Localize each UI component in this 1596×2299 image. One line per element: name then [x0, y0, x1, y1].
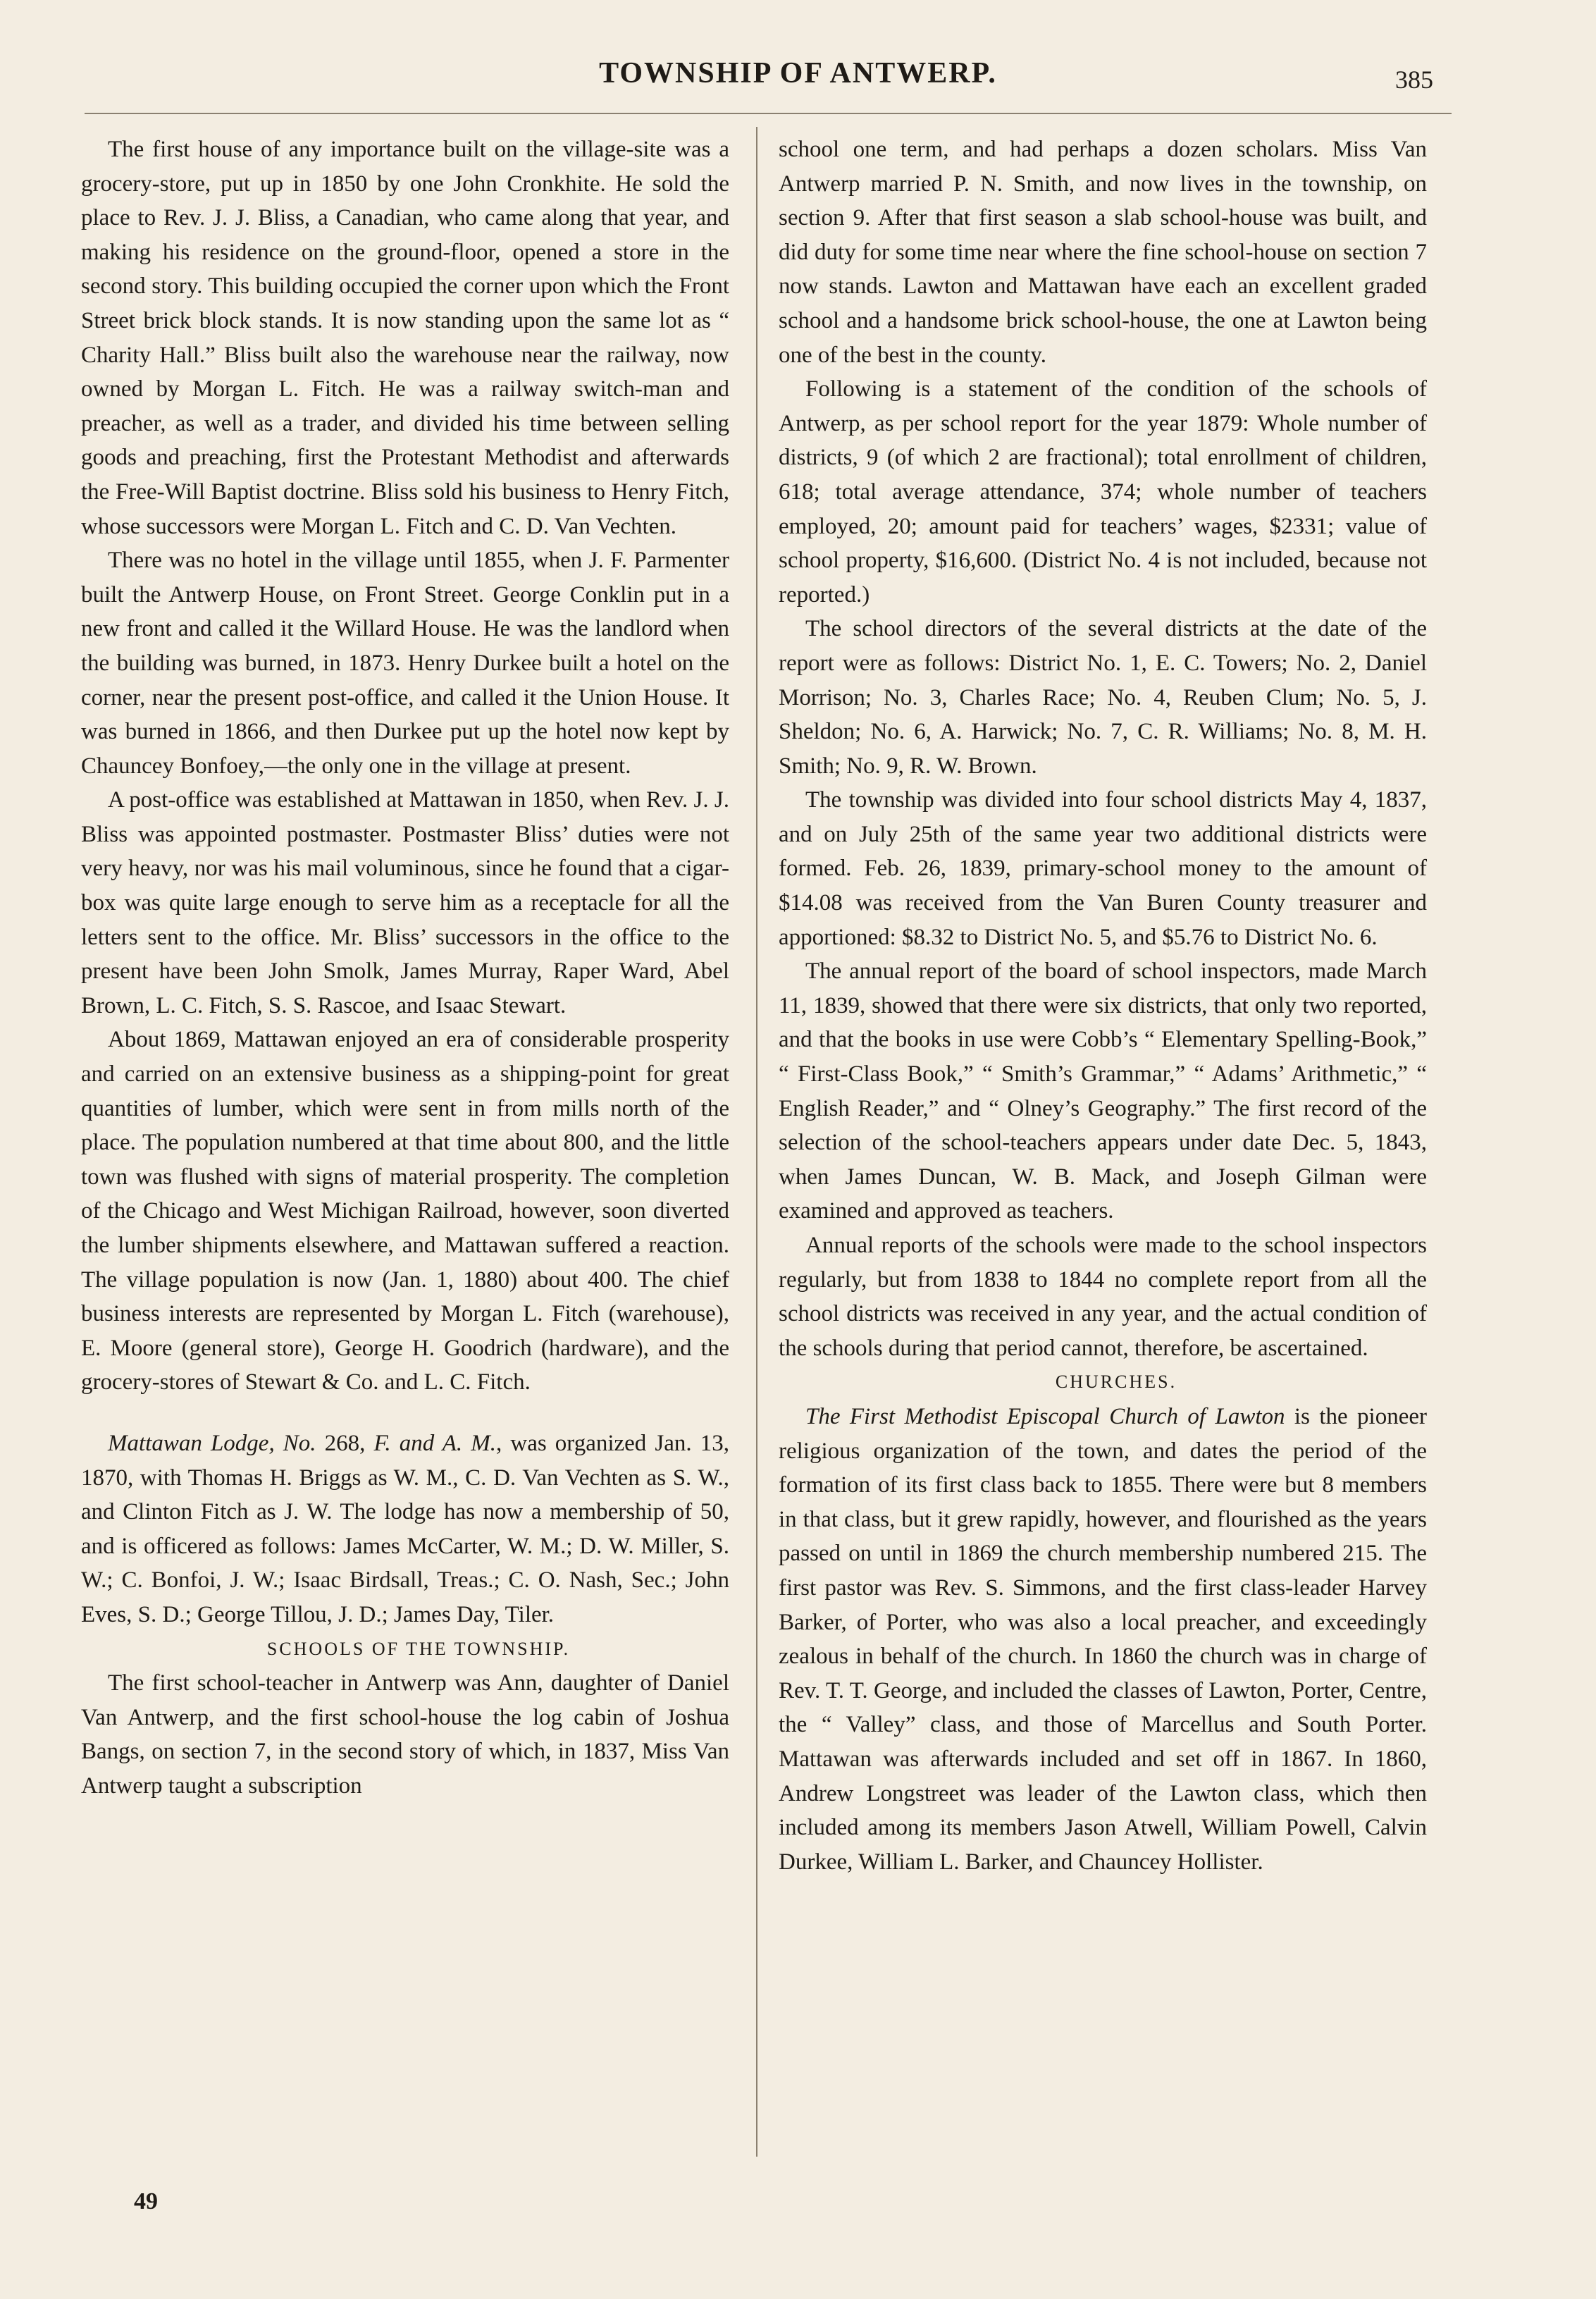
lodge-order: F. and A. M. [373, 1430, 497, 1456]
right-column [779, 132, 1427, 1879]
lodge-text: , was organized Jan. 13, 1870, with Thomas H. Briggs as W. M., C. D. Van Vechten as S. W., and Clinton Fitch as J. W. The lodge has now a membership of 50, and is officered as follows: James McCarter, W. M.; D. W. Miller, S. W.; C. Bonfoi, J. W.; Isaac Birdsall, Treas.; C. O. Nash, Sec.; John Eves, S. D.; George Tillou, J. D.; James Day, Tiler. [81, 1430, 729, 1627]
heading-churches: CHURCHES. [1055, 1372, 1177, 1393]
paragraph-inspectors-report: The annual report of the board of school inspectors, made March 11, 1839, showed that there were six districts, that only two reported, and that the books in use were Cobb’s “ Elementary Spelling-Book,” “ First-Class Book,” “ Smith’s Grammar,” “ Adams’ Arithmetic,” “ English Reader,” and “ Olney’s Geography.” The first record of the selection of the school-teachers appears under date Dec. 5, 1843, when James Duncan, W. B. Mack, and Joseph Gilman were examined and approved as teachers. [779, 959, 1427, 1224]
paragraph-school-directors: The school directors of the several districts at the date of the report were as follows: District No. 1, E. C. Towers; No. 2, Daniel Morrison; No. 3, Charles Race; No. 4, Reuben Clum; No. 5, J. Sheldon; No. 6, A. Harwick; No. 7, C. R. Williams; No. 8, M. H. Smith; No. 9, R. W. Brown. [779, 616, 1427, 779]
paragraph-hotels: There was no hotel in the village until 1855, when J. F. Parmenter built the Antwerp House, on Front Street. George Conklin put in a new front and called it the Willard House. He was the landlord when the building was burned, in 1873. Henry Durkee built a hotel on the corner, near the present post-office, and called it the Union House. It was burned in 1866, and then Durkee put up the hotel now kept by Chauncey Bonfoey,—the only one in the village at present. [81, 548, 729, 779]
paragraph-school-statement: Following is a statement of the condition of the schools of Antwerp, as per school report for the year 1879: Whole number of districts, 9 (of which 2 are fractional); total enrollment of children, 618; total average attendance, 374; whole number of teachers employed, 20; amount paid for teachers’ wages, $2331; value of school property, $16,600. (District No. 4 is not included, because not reported.) [779, 376, 1427, 608]
church-name: The First Methodist Episcopal Church of Lawton [805, 1403, 1285, 1429]
paragraph-methodist-church [779, 1400, 1427, 1879]
paragraph-mattawan-lodge [81, 1426, 729, 1632]
header-rule [85, 113, 1452, 114]
church-text: is the pioneer religious organization of the town, and dates the period of the formation of its first class back to 1855. There were but 8 members in that class, but it grew rapidly, however, and flourished as the years passed on until in 1869 the church membership numbered 215. The first pastor was Rev. S. Simmons, and the first class-leader Harvey Barker, of Porter, who was also a local preacher, and exceedingly zealous in behalf of the church. In 1860 the church was in charge of Rev. T. T. George, and included the classes of Lawton, Porter, Centre, the “ Valley” class, and those of Marcellus and South Porter. Mattawan was afterwards included and set off in 1867. In 1860, Andrew Longstreet was leader of the Lawton class, which then included among its members Jason Atwell, William Powell, Calvin Durkee, William L. Barker, and Chauncey Hollister. [779, 1403, 1428, 1875]
lodge-number: 268, [316, 1430, 374, 1456]
paragraph-first-house: The first house of any importance built on the village-site was a grocery-store, put up in 1850 by one John Cronkhite. He sold the place to Rev. J. J. Bliss, a Canadian, who came along that year, and making his residence on the ground-floor, opened a store in the second story. This building occupied the corner upon which the Front Street brick block stands. It is now standing upon the same lot as “ Charity Hall.” Bliss built also the warehouse near the railway, now owned by Morgan L. Fitch. He was a railway switch-man and preacher, as well as a trader, and divided his time between selling goods and preaching, first the Protestant Methodist and afterwards the Free-Will Baptist doctrine. Bliss sold his business to Henry Fitch, whose successors were Morgan L. Fitch and C. D. Van Vechten. [81, 137, 729, 539]
paragraph-first-school: The first school-teacher in Antwerp was Ann, daughter of Daniel Van Antwerp, and the first school-house the log cabin of Joshua Bangs, on section 7, in the second story of which, in 1837, Miss Van Antwerp taught a subscription [81, 1670, 729, 1799]
page-number: 385 [1395, 66, 1433, 94]
paragraph-annual-reports: Annual reports of the schools were made to the school inspectors regularly, but from 1838 to 1844 no complete report from all the school districts was received in any year, and the actual condition of the schools during that period cannot, therefore, be ascertained. [779, 1233, 1427, 1361]
lodge-name: Mattawan Lodge, No. [108, 1430, 316, 1456]
paragraph-school-districts: The township was divided into four school districts May 4, 1837, and on July 25th of the same year two additional districts were formed. Feb. 26, 1839, primary-school money to the amount of $14.08 was received from the Van Buren County treasurer and apportioned: $8.32 to District No. 5, and $5.76 to District No. 6. [779, 787, 1427, 950]
left-column [81, 132, 729, 1804]
heading-schools: SCHOOLS OF THE TOWNSHIP. [266, 1638, 571, 1659]
paragraph-post-office: A post-office was established at Mattawan in 1850, when Rev. J. J. Bliss was appointed postmaster. Postmaster Bliss’ duties were not very heavy, nor was his mail voluminous, since he found that a cigar-box was quite large enough to serve him as a receptacle for all the letters sent to the office. Mr. Bliss’ successors in the office to the present have been John Smolk, James Murray, Raper Ward, Abel Brown, L. C. Fitch, S. S. Rascoe, and Isaac Stewart. [81, 787, 729, 1018]
column-divider [756, 127, 757, 2157]
page-running-title: TOWNSHIP OF ANTWERP. [599, 57, 997, 90]
paragraph-school-continued: school one term, and had perhaps a dozen scholars. Miss Van Antwerp married P. N. Smith, and now lives in the township, on section 9. After that first season a slab school-house was built, and did duty for some time near where the fine school-house on section 7 now stands. Lawton and Mattawan have each an excellent graded school and a handsome brick school-house, the one at Lawton being one of the best in the county. [779, 137, 1427, 368]
signature-mark: 49 [134, 2188, 158, 2214]
paragraph-prosperity: About 1869, Mattawan enjoyed an era of considerable prosperity and carried on an extensive business as a shipping-point for great quantities of lumber, which were sent in from mills north of the place. The population numbered at that time about 800, and the little town was flushed with signs of material prosperity. The completion of the Chicago and West Michigan Railroad, however, soon diverted the lumber shipments elsewhere, and Mattawan suffered a reaction. The village population is now (Jan. 1, 1880) about 400. The chief business interests are represented by Morgan L. Fitch (warehouse), E. Moore (general store), George H. Goodrich (hardware), and the grocery-stores of Stewart & Co. and L. C. Fitch. [81, 1027, 729, 1395]
